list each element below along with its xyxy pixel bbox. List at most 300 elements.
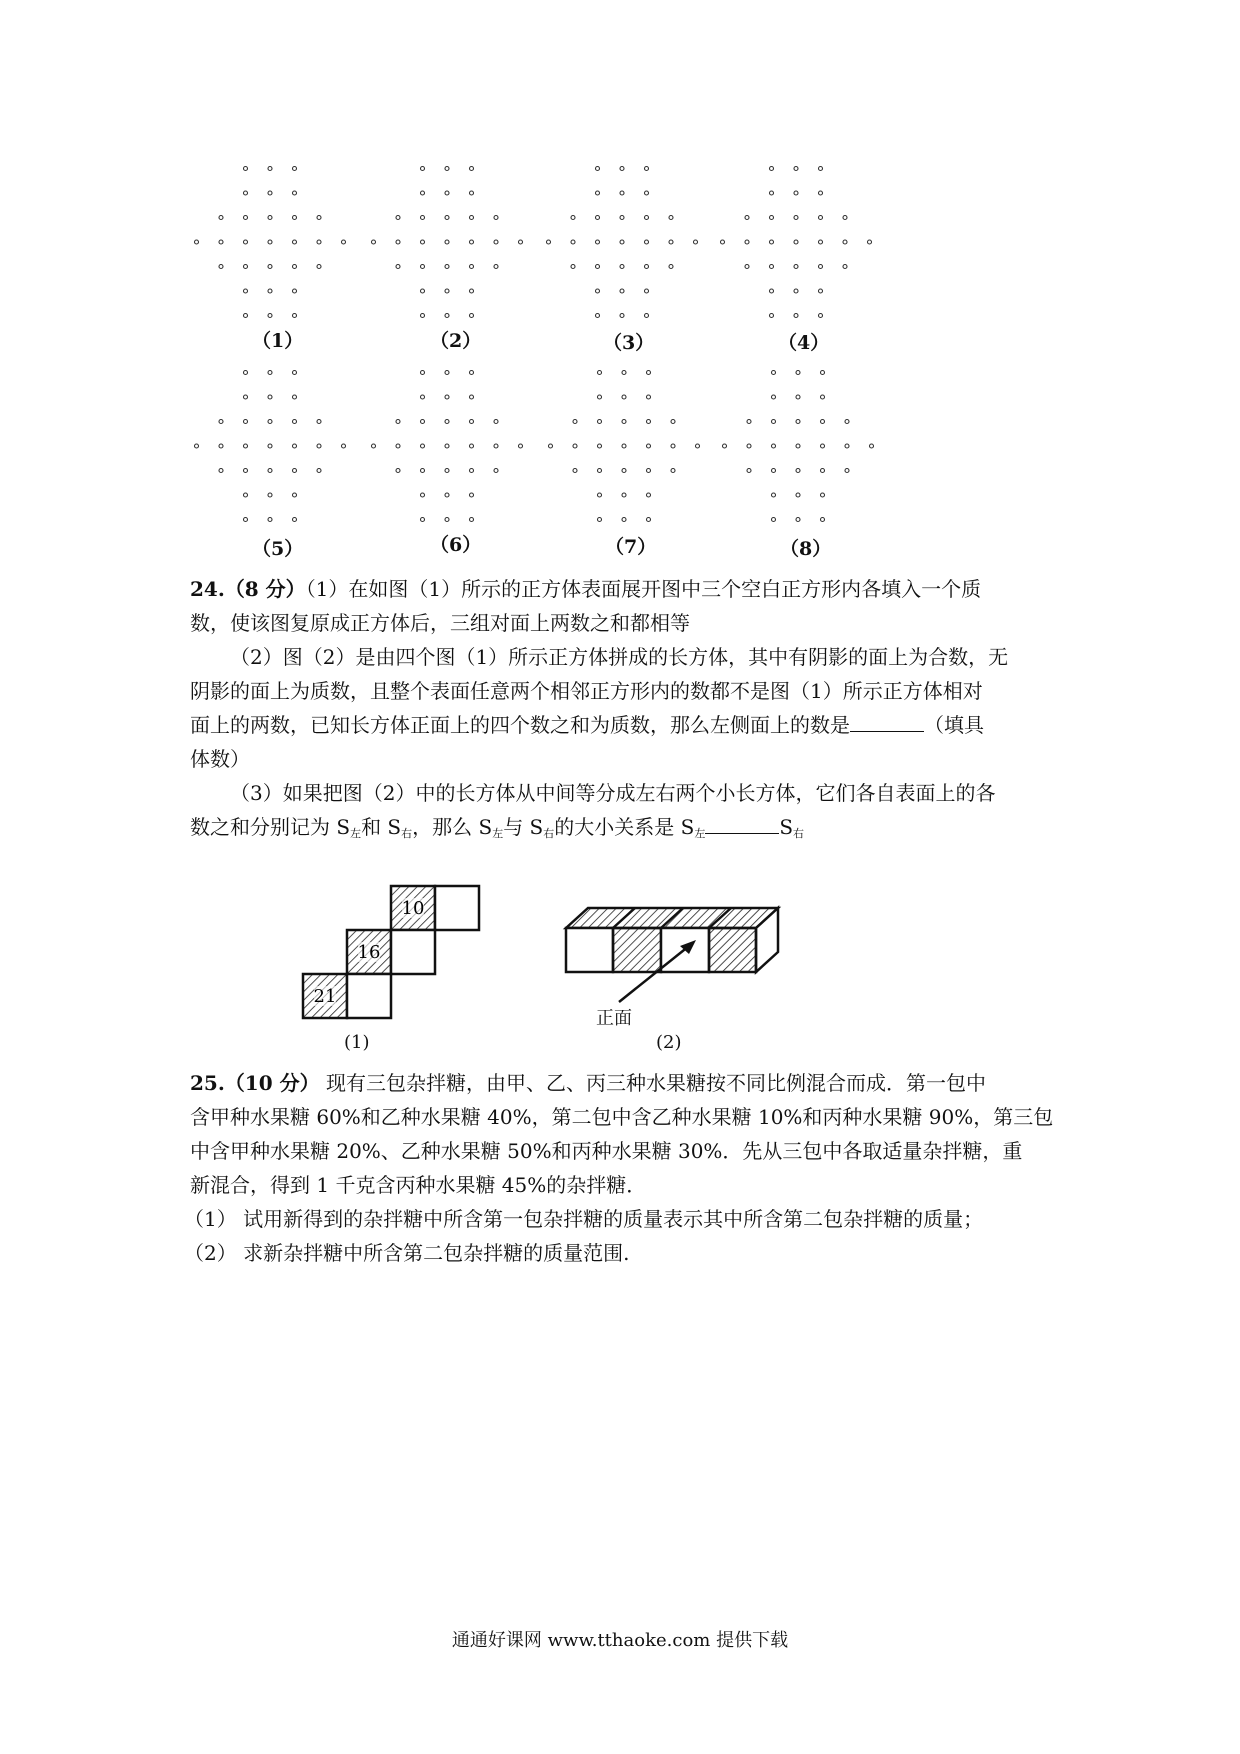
lattice-dot (445, 395, 449, 399)
lattice-dot (445, 371, 449, 375)
lattice-dot (772, 420, 776, 424)
q24-line-1 (190, 572, 1060, 606)
lattice-dot (671, 444, 675, 448)
lattice-dot (794, 314, 798, 318)
lattice-dot (796, 518, 800, 522)
lattice-dot (845, 444, 849, 448)
lattice-dot (598, 420, 602, 424)
figure-label-1: （1） (252, 330, 304, 352)
lattice-dot (470, 444, 474, 448)
lattice-dot (647, 469, 651, 473)
lattice-dot (819, 314, 823, 318)
lattice-dot (571, 265, 575, 269)
lattice-dot (821, 469, 825, 473)
lattice-dot (745, 240, 749, 244)
lattice-dot (219, 240, 223, 244)
lattice-dot (794, 265, 798, 269)
lattice-dot (620, 265, 624, 269)
q24-p3-text-c: ，那么 S (412, 815, 493, 839)
lattice-dot (645, 167, 649, 171)
lattice-dot (421, 314, 425, 318)
lattice-dot (721, 240, 725, 244)
lattice-dot (268, 371, 272, 375)
lattice-dot (647, 371, 651, 375)
lattice-dot (598, 469, 602, 473)
lattice-dot (571, 240, 575, 244)
lattice-dot (596, 191, 600, 195)
lattice-dot (794, 289, 798, 293)
lattice-dot (796, 420, 800, 424)
lattice-dot (293, 167, 297, 171)
lattice-dot (396, 469, 400, 473)
q24-part2-line-3 (190, 708, 1060, 742)
net-number-bottom: 21 (313, 986, 337, 1007)
figure-label-3: （3） (603, 332, 655, 354)
lattice-dot (571, 216, 575, 220)
lattice-dot (244, 371, 248, 375)
lattice-dot (421, 216, 425, 220)
lattice-dot (293, 240, 297, 244)
lattice-dot (470, 371, 474, 375)
lattice-dot (470, 518, 474, 522)
q24-part3-line-1: （3）如果把图（2）中的长方体从中间等分成左右两个小长方体，它们各自表面上的各 (230, 781, 996, 805)
q24-p3-text-f: S (779, 815, 794, 839)
lattice-dot (317, 420, 321, 424)
lattice-dot (622, 371, 626, 375)
dot-lattice-3 (547, 167, 698, 318)
lattice-dot (821, 420, 825, 424)
lattice-dot (244, 265, 248, 269)
lattice-dot (445, 314, 449, 318)
subscript-left: 左 (694, 827, 706, 840)
lattice-dot (772, 371, 776, 375)
lattice-dot (669, 240, 673, 244)
figure-label-8: （8） (780, 538, 832, 560)
lattice-dot (772, 395, 776, 399)
q25-line-4: 新混合，得到 1 千克含丙种水果糖 45%的杂拌糖． (190, 1173, 647, 1197)
lattice-dot (293, 444, 297, 448)
lattice-dot (596, 240, 600, 244)
lattice-dot (244, 191, 248, 195)
lattice-dot (598, 371, 602, 375)
lattice-dot (470, 167, 474, 171)
lattice-dot (772, 469, 776, 473)
lattice-dot (268, 420, 272, 424)
lattice-dot (268, 240, 272, 244)
lattice-dot (421, 167, 425, 171)
lattice-dot (494, 216, 498, 220)
lattice-dot (219, 469, 223, 473)
lattice-dot (244, 167, 248, 171)
lattice-dot (819, 240, 823, 244)
lattice-dot (268, 444, 272, 448)
lattice-dot (794, 216, 798, 220)
lattice-dot (219, 216, 223, 220)
q24-text-1: （1）在如图（1）所示的正方体表面展开图中三个空白正方形内各填入一个质 (305, 577, 982, 601)
lattice-dot (445, 216, 449, 220)
dot-lattice-5 (195, 371, 346, 522)
lattice-dot (770, 167, 774, 171)
lattice-dot (596, 265, 600, 269)
lattice-dot (796, 469, 800, 473)
lattice-dot (819, 191, 823, 195)
lattice-dot (421, 493, 425, 497)
lattice-dot (669, 265, 673, 269)
lattice-dot (244, 314, 248, 318)
lattice-dot (547, 240, 551, 244)
question-24 (190, 572, 1060, 851)
lattice-dot (244, 518, 248, 522)
lattice-dot (845, 420, 849, 424)
figure-label-4: （4） (778, 332, 830, 354)
lattice-dot (796, 395, 800, 399)
lattice-dot (445, 191, 449, 195)
subscript-left: 左 (350, 827, 362, 840)
lattice-dot (843, 265, 847, 269)
lattice-dot (819, 167, 823, 171)
lattice-dot (645, 191, 649, 195)
lattice-dot (445, 240, 449, 244)
dot-figures (0, 0, 1240, 560)
lattice-dot (821, 395, 825, 399)
lattice-dot (794, 191, 798, 195)
lattice-dot (293, 395, 297, 399)
lattice-dot (519, 444, 523, 448)
lattice-dot (596, 216, 600, 220)
lattice-dot (620, 167, 624, 171)
lattice-dot (317, 469, 321, 473)
lattice-dot (647, 444, 651, 448)
net-number-top: 10 (401, 898, 425, 919)
lattice-dot (470, 240, 474, 244)
answer-blank-left-face[interactable] (850, 713, 924, 732)
lattice-dot (772, 444, 776, 448)
lattice-dot (293, 216, 297, 220)
lattice-dot (598, 518, 602, 522)
q24-number: 24. (190, 577, 225, 601)
figure-label-5: （5） (252, 538, 304, 560)
lattice-dot (671, 420, 675, 424)
cuboid-front-square-4 (709, 928, 756, 972)
lattice-dot (647, 420, 651, 424)
lattice-dot (470, 469, 474, 473)
answer-blank-comparison[interactable] (705, 815, 779, 834)
lattice-dot (244, 240, 248, 244)
lattice-dot (317, 444, 321, 448)
lattice-dot (494, 469, 498, 473)
front-face-label: 正面 (596, 1008, 632, 1029)
lattice-dot (293, 518, 297, 522)
lattice-dot (770, 289, 774, 293)
lattice-dot (421, 289, 425, 293)
lattice-dot (293, 371, 297, 375)
lattice-dot (622, 518, 626, 522)
lattice-dot (244, 395, 248, 399)
subscript-left: 左 (492, 827, 504, 840)
dot-lattice-1 (195, 167, 346, 318)
cuboid-front-square-1 (566, 928, 613, 972)
lattice-dot (573, 444, 577, 448)
lattice-dot (317, 216, 321, 220)
lattice-dot (549, 444, 553, 448)
q25-line-3: 中含甲种水果糖 20%、乙种水果糖 50%和丙种水果糖 30%．先从三包中各取适量杂拌糖，重 (190, 1139, 1023, 1163)
lattice-dot (620, 216, 624, 220)
lattice-dot (445, 518, 449, 522)
lattice-dot (747, 420, 751, 424)
lattice-dot (669, 216, 673, 220)
lattice-dot (195, 240, 199, 244)
lattice-dot (821, 518, 825, 522)
lattice-dot (445, 469, 449, 473)
q25-number: 25. (190, 1071, 225, 1095)
q24-points: （8 分） (224, 577, 306, 601)
lattice-dot (598, 493, 602, 497)
lattice-dot (317, 265, 321, 269)
q24-part2-line-4: 体数） (190, 747, 250, 771)
lattice-dot (770, 216, 774, 220)
lattice-dot (620, 191, 624, 195)
lattice-dot (342, 444, 346, 448)
q24-part2-text-end: （填具 (924, 713, 984, 737)
lattice-dot (796, 444, 800, 448)
lattice-dot (598, 395, 602, 399)
lattice-dot (620, 240, 624, 244)
lattice-dot (747, 444, 751, 448)
lattice-dot (421, 518, 425, 522)
lattice-dot (421, 469, 425, 473)
q25-line-2: 含甲种水果糖 60%和乙种水果糖 40%，第二包中含乙种水果糖 10%和丙种水果糖 90%，第三包 (190, 1105, 1054, 1129)
lattice-dot (694, 240, 698, 244)
lattice-dot (293, 191, 297, 195)
lattice-dot (372, 444, 376, 448)
lattice-dot (470, 191, 474, 195)
lattice-dot (372, 240, 376, 244)
lattice-dot (396, 444, 400, 448)
lattice-dot (645, 265, 649, 269)
lattice-dot (645, 216, 649, 220)
q25-points: （10 分） (224, 1071, 320, 1095)
subscript-right: 右 (401, 827, 413, 840)
lattice-dot (470, 314, 474, 318)
lattice-dot (647, 395, 651, 399)
lattice-dot (293, 469, 297, 473)
figure-1-caption: (1) (344, 1032, 370, 1053)
cube-net-figure (296, 880, 486, 1022)
lattice-dot (671, 469, 675, 473)
lattice-dot (819, 289, 823, 293)
lattice-dot (596, 289, 600, 293)
lattice-dot (470, 289, 474, 293)
subscript-right: 右 (543, 827, 555, 840)
lattice-dot (770, 191, 774, 195)
lattice-dot (421, 371, 425, 375)
lattice-dot (268, 265, 272, 269)
lattice-dot (268, 289, 272, 293)
lattice-dot (470, 216, 474, 220)
lattice-dot (645, 240, 649, 244)
lattice-dot (819, 216, 823, 220)
lattice-dot (342, 240, 346, 244)
lattice-dot (696, 444, 700, 448)
lattice-dot (596, 314, 600, 318)
lattice-dot (445, 444, 449, 448)
net-number-middle: 16 (357, 942, 381, 963)
lattice-dot (494, 420, 498, 424)
q24-line-2: 数，使该图复原成正方体后，三组对面上两数之和都相等 (190, 611, 690, 635)
lattice-dot (293, 420, 297, 424)
lattice-dot (421, 240, 425, 244)
lattice-dot (821, 493, 825, 497)
dot-lattice-6 (372, 371, 523, 522)
lattice-dot (519, 240, 523, 244)
q25-sub-2: （2） 求新杂拌糖中所含第二包杂拌糖的质量范围. (184, 1241, 630, 1265)
lattice-dot (268, 314, 272, 318)
lattice-dot (796, 371, 800, 375)
lattice-dot (396, 265, 400, 269)
lattice-dot (244, 420, 248, 424)
lattice-dot (647, 518, 651, 522)
lattice-dot (868, 240, 872, 244)
lattice-dot (268, 191, 272, 195)
q24-p3-text-d: 与 S (503, 815, 544, 839)
lattice-dot (622, 493, 626, 497)
dot-lattice-2 (372, 167, 523, 318)
lattice-dot (268, 167, 272, 171)
lattice-dot (445, 289, 449, 293)
lattice-dot (195, 444, 199, 448)
lattice-dot (244, 493, 248, 497)
lattice-dot (421, 191, 425, 195)
lattice-dot (244, 289, 248, 293)
lattice-dot (421, 420, 425, 424)
lattice-dot (470, 265, 474, 269)
lattice-dot (445, 265, 449, 269)
lattice-dot (794, 167, 798, 171)
lattice-dot (470, 420, 474, 424)
dot-lattice-7 (549, 371, 700, 522)
lattice-dot (620, 314, 624, 318)
page-footer: 通通好课网 www.tthaoke.com 提供下载 (451, 1630, 789, 1651)
net-square-blank-1[interactable] (435, 886, 479, 930)
lattice-dot (396, 240, 400, 244)
lattice-dot (645, 289, 649, 293)
lattice-dot (770, 314, 774, 318)
lattice-dot (796, 493, 800, 497)
lattice-dot (268, 395, 272, 399)
lattice-dot (396, 216, 400, 220)
lattice-dot (268, 518, 272, 522)
lattice-dot (470, 395, 474, 399)
dot-lattice-4 (721, 167, 872, 318)
lattice-dot (772, 493, 776, 497)
lattice-dot (845, 469, 849, 473)
lattice-dot (745, 265, 749, 269)
q25-text-1: 现有三包杂拌糖，由甲、乙、丙三种水果糖按不同比例混合而成．第一包中 (325, 1071, 986, 1095)
lattice-dot (494, 444, 498, 448)
lattice-dot (421, 265, 425, 269)
lattice-dot (622, 444, 626, 448)
q24-part2-line-1: （2）图（2）是由四个图（1）所示正方体拼成的长方体，其中有阴影的面上为合数，无 (230, 645, 1009, 669)
lattice-dot (645, 314, 649, 318)
lattice-dot (723, 444, 727, 448)
lattice-dot (293, 289, 297, 293)
figure-label-7: （7） (605, 536, 657, 558)
lattice-dot (622, 395, 626, 399)
lattice-dot (647, 493, 651, 497)
lattice-dot (396, 420, 400, 424)
lattice-dot (219, 444, 223, 448)
lattice-dot (598, 444, 602, 448)
q24-p3-text-b: 和 S (361, 815, 402, 839)
lattice-dot (268, 493, 272, 497)
lattice-dot (421, 395, 425, 399)
lattice-dot (573, 420, 577, 424)
lattice-dot (293, 314, 297, 318)
lattice-dot (219, 265, 223, 269)
net-square-blank-3[interactable] (347, 974, 391, 1018)
lattice-dot (745, 216, 749, 220)
lattice-dot (821, 444, 825, 448)
lattice-dot (821, 371, 825, 375)
lattice-dot (870, 444, 874, 448)
lattice-dot (494, 240, 498, 244)
net-square-blank-2[interactable] (391, 930, 435, 974)
lattice-dot (770, 265, 774, 269)
lattice-dot (244, 216, 248, 220)
dot-lattice-8 (723, 371, 874, 522)
q24-part3-line-2 (190, 810, 1060, 851)
lattice-dot (293, 493, 297, 497)
lattice-dot (794, 240, 798, 244)
lattice-dot (843, 240, 847, 244)
lattice-dot (747, 469, 751, 473)
lattice-dot (244, 469, 248, 473)
lattice-dot (445, 420, 449, 424)
lattice-dot (494, 265, 498, 269)
lattice-dot (293, 265, 297, 269)
q25-line-1 (190, 1066, 1060, 1100)
lattice-dot (421, 444, 425, 448)
lattice-dot (819, 265, 823, 269)
lattice-dot (772, 518, 776, 522)
subscript-right: 右 (793, 827, 805, 840)
lattice-dot (620, 289, 624, 293)
q25-sub-1: （1） 试用新得到的杂拌糖中所含第一包杂拌糖的质量表示其中所含第二包杂拌糖的质量； (184, 1207, 984, 1231)
q24-p3-text-a: 数之和分别记为 S (190, 815, 351, 839)
lattice-dot (317, 240, 321, 244)
lattice-dot (268, 469, 272, 473)
lattice-dot (268, 216, 272, 220)
lattice-dot (573, 469, 577, 473)
lattice-dot (596, 167, 600, 171)
figure-2-caption: (2) (656, 1032, 682, 1053)
lattice-dot (244, 444, 248, 448)
lattice-dot (445, 493, 449, 497)
lattice-dot (843, 216, 847, 220)
cuboid-front-square-2 (613, 928, 661, 972)
cuboid-figure (556, 900, 792, 1022)
lattice-dot (622, 420, 626, 424)
question-25 (184, 1066, 1060, 1270)
lattice-dot (445, 167, 449, 171)
q24-part2-text: 面上的两数，已知长方体正面上的四个数之和为质数，那么左侧面上的数是 (190, 713, 850, 737)
q24-part2-line-2: 阴影的面上为质数，且整个表面任意两个相邻正方形内的数都不是图（1）所示正方体相对 (190, 679, 983, 703)
lattice-dot (622, 469, 626, 473)
figure-label-2: （2） (430, 330, 482, 352)
figure-label-6: （6） (430, 534, 482, 556)
lattice-dot (770, 240, 774, 244)
q24-p3-text-e: 的大小关系是 S (554, 815, 695, 839)
